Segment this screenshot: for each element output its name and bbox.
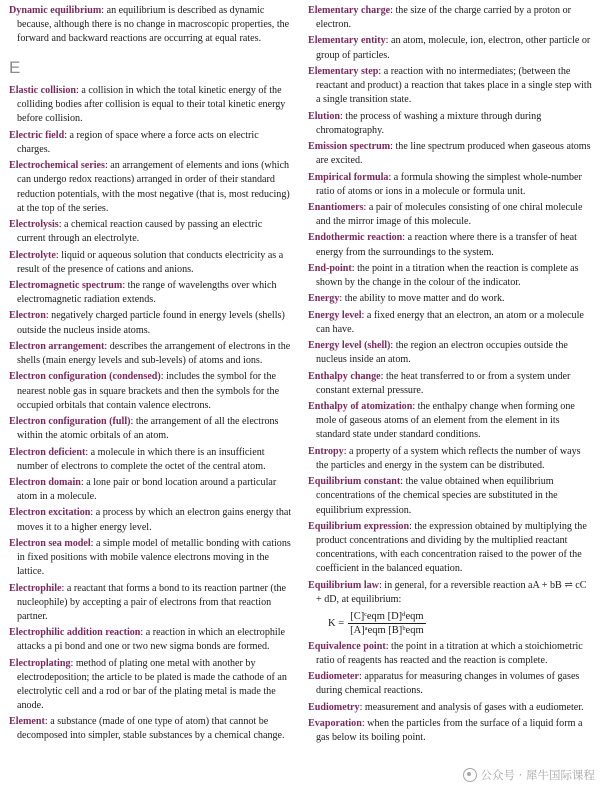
glossary-term: Element [9, 716, 45, 728]
glossary-term: Endothermic reaction [308, 232, 403, 244]
glossary-entry-electrolyte [9, 249, 292, 277]
formula-denominator: [A]ᵃeqm [B]ᵇeqm [350, 624, 424, 636]
glossary-term: End-point [308, 262, 352, 274]
glossary-entry-elution [308, 110, 593, 138]
glossary-definition: : a process by which an electron gains energy that moves it to a higher energy level. [17, 507, 292, 533]
glossary-definition: : the range of wavelengths over which electromagnetic radiation extends. [17, 279, 277, 306]
glossary-term: Electrophilic addition reaction [9, 627, 141, 639]
glossary-entry-eudiometry [308, 701, 593, 715]
glossary-term: Electron arrangement [9, 340, 105, 352]
glossary-entry-electromagnetic-spectrum [9, 279, 292, 307]
glossary-entry-electron-domain [9, 476, 292, 504]
glossary-term: Equivalence point [308, 640, 386, 652]
glossary-term: Emission spectrum [308, 141, 391, 153]
glossary-term: Enthalpy of atomization [308, 401, 413, 413]
glossary-entry-electrochemical-series [9, 159, 292, 215]
glossary-entry-electron-deficient [9, 446, 292, 474]
glossary-term: Eudiometer [308, 671, 360, 683]
equilibrium-formula [328, 611, 593, 636]
glossary-entry-electron-configuration-full [9, 415, 292, 443]
watermark-label: 公众号 · 犀牛国际课程 [480, 768, 595, 782]
glossary-entry-electron-arrangement [9, 340, 292, 368]
glossary-term: Enantiomers [308, 202, 364, 213]
glossary-definition: : a chemical reaction caused by passing an electric current through an electrolyte. [17, 219, 263, 245]
glossary-term: Electroplating [9, 657, 71, 669]
glossary-definition: : the value obtained when equilibrium concentrations of the chemical species are substituted in the equilibrium expression. [316, 476, 558, 516]
glossary-definition: : when the particles from the surface of a liquid form a gas below its boiling point. [316, 718, 583, 744]
glossary-entry-energy [308, 292, 593, 306]
glossary-definition: : a reaction where there is a transfer of heat energy from the surroundings to the system. [316, 232, 577, 258]
glossary-entry-electrophilic-addition-reaction [9, 626, 292, 654]
glossary-term: Electrochemical series [9, 160, 105, 172]
glossary-term: Elution [308, 110, 340, 122]
formula-numerator: [C]ᶜeqm [D]ᵈeqm [350, 610, 424, 622]
glossary-entry-electron [9, 309, 292, 337]
glossary-term: Electrolysis [9, 219, 59, 231]
glossary-term: Empirical formula [308, 171, 389, 183]
glossary-entry-electrophile [9, 582, 292, 624]
glossary-entry-equilibrium-law [308, 579, 593, 607]
glossary-entry-equilibrium-constant [308, 475, 593, 517]
glossary-entry-enantiomers [308, 201, 593, 229]
glossary-term: Electron configuration (condensed) [9, 371, 161, 383]
glossary-entry-evaporation [308, 717, 593, 745]
glossary-entry-electrolysis [9, 218, 292, 246]
glossary-definition: : an arrangement of elements and ions (which can undergo redox reactions) arranged in order of their standard reduction potentials, with the most negative (that is, most reducing) at the top of the series. [17, 160, 290, 214]
glossary-term: Entropy [308, 445, 344, 457]
glossary-entry-elastic-collision [9, 84, 292, 126]
glossary-definition: : the enthalpy change when forming one mole of gaseous atoms of an element from the element in its standard state under standard conditions. [316, 401, 575, 441]
glossary-definition: : method of plating one metal with another by electrodeposition; the article to be plated is made the cathode of an electrolytic cell and a rod or bar of the plating metal is made the anode. [17, 657, 287, 711]
glossary-term: Electron sea model [9, 537, 91, 549]
glossary-term: Elastic collision [9, 85, 77, 97]
glossary-term: Energy level (shell) [308, 340, 391, 352]
glossary-term: Enthalpy change [308, 370, 381, 382]
glossary-definition: : a pair of molecules consisting of one chiral molecule and the mirror image of this molecule. [316, 202, 583, 228]
glossary-entry-end-point [308, 262, 593, 290]
glossary-definition: : a property of a system which reflects the number of ways the particles and energy in the system can be distributed. [316, 445, 581, 471]
formula-fraction [348, 611, 425, 636]
glossary-entry-electroplating [9, 657, 292, 713]
glossary-definition: : an atom, molecule, ion, electron, other particle or group of particles. [316, 35, 591, 61]
glossary-entry-emission-spectrum [308, 140, 593, 168]
glossary-definition: : a substance (made of one type of atom) that cannot be decomposed into simpler, stable substances by a chemical change. [17, 716, 285, 742]
formula-lhs: K = [328, 617, 345, 629]
glossary-definition: : a fixed energy that an electron, an atom or a molecule can have. [316, 309, 584, 335]
glossary-term: Energy level [308, 309, 362, 321]
glossary-definition: : negatively charged particle found in energy levels (shells) outside the nucleus inside atoms. [17, 310, 285, 336]
glossary-term: Electron deficient [9, 446, 86, 458]
glossary-definition: : the ability to move matter and do work. [339, 293, 505, 305]
glossary-definition: : the process of washing a mixture through during chromatography. [316, 110, 542, 136]
glossary-entry-energy-level [308, 309, 593, 337]
glossary-entry-electron-excitation [9, 506, 292, 534]
glossary-term: Energy [308, 293, 340, 305]
glossary-definition: : a simple model of metallic bonding with cations in fixed positions with mobile valence electrons moving in the lattice. [17, 537, 291, 578]
glossary-entry-elementary-charge [308, 4, 593, 32]
glossary-entry-element [9, 715, 292, 743]
glossary-entry-enthalpy-of-atomization [308, 400, 593, 442]
glossary-term: Eudiometry [308, 701, 360, 713]
glossary-term: Elementary charge [308, 5, 391, 16]
glossary-definition: : the heat transferred to or from a system under constant external pressure. [316, 370, 571, 396]
glossary-definition: : the line spectrum produced when gaseous atoms are excited. [316, 141, 591, 167]
glossary-definition: : the region an electron occupies outside the nucleus inside an atom. [316, 340, 568, 366]
glossary-entry-endothermic-reaction [308, 231, 593, 259]
glossary-definition: : describes the arrangement of electrons in the shells (main energy levels and sub-levels) of atoms and ions. [17, 340, 291, 367]
glossary-right-column [308, 4, 593, 748]
glossary-definition: : in general, for a reversible reaction aA + bB ⇌ cC + dD, at equilibrium: [316, 579, 587, 605]
glossary-entry-electron-sea-model [9, 537, 292, 579]
glossary-term: Equilibrium constant [308, 476, 401, 488]
glossary-entry-elementary-step [308, 65, 593, 107]
glossary-entry-eudiometer [308, 670, 593, 698]
glossary-entry-electric-field [9, 129, 292, 157]
glossary-entry-equilibrium-expression [308, 520, 593, 576]
glossary-term: Electron domain [9, 476, 81, 488]
glossary-term: Electron excitation [9, 507, 91, 519]
glossary-definition: : the point in a titration at which a stoichiometric ratio of reagents has reacted and the reaction is complete. [316, 640, 583, 666]
glossary-term: Electric field [9, 129, 65, 141]
glossary-definition: : the arrangement of all the electrons within the atomic orbitals of an atom. [17, 416, 279, 442]
glossary-left-column [9, 4, 292, 746]
glossary-definition: : a region of space where a force acts on electric charges. [17, 129, 259, 155]
glossary-definition: : includes the symbol for the nearest noble gas in square brackets and then the symbols for the occupied orbitals that contain valence electrons. [17, 371, 280, 411]
glossary-definition: : a molecule in which there is an insufficient number of electrons to complete the octet of the central atom. [17, 446, 266, 472]
glossary-entry-enthalpy-change [308, 370, 593, 398]
glossary-term: Electrolyte [9, 249, 56, 261]
glossary-entry-elementary-entity [308, 34, 593, 62]
wechat-icon [463, 768, 477, 782]
glossary-definition: : the size of the charge carried by a proton or electron. [316, 5, 572, 31]
glossary-term: Evaporation [308, 718, 362, 730]
glossary-definition: : a formula showing the simplest whole-number ratio of atoms or ions in a molecule or formula unit. [316, 171, 582, 197]
glossary-entry-energy-level-shell [308, 339, 593, 367]
glossary-term: Equilibrium law [308, 579, 379, 591]
glossary-definition: : apparatus for measuring changes in volumes of gases during chemical reactions. [316, 671, 580, 697]
glossary-definition: : the expression obtained by multiplying the product concentrations and dividing by the multiplied reactant concentrations, with each concentration raised to the power of the coefficient in the balanced equation. [316, 520, 587, 575]
glossary-definition: : a collision in which the total kinetic energy of the colliding bodies after collision is equal to their total kinetic energy before collision. [17, 85, 286, 125]
glossary-entry-empirical-formula [308, 171, 593, 199]
glossary-term: Electrophile [9, 582, 62, 594]
glossary-term: Dynamic equilibrium [9, 5, 102, 16]
glossary-term: Elementary entity [308, 35, 386, 47]
glossary-definition: : liquid or aqueous solution that conducts electricity as a result of the presence of cations and anions. [17, 249, 284, 275]
glossary-entry-electron-configuration-condensed [9, 370, 292, 412]
glossary-entry-entropy [308, 445, 593, 473]
watermark [463, 767, 595, 783]
glossary-term: Electron [9, 310, 46, 322]
section-letter: E [9, 58, 21, 78]
glossary-definition: : an equilibrium is described as dynamic because, although there is no change in macroscopic properties, the forward and backward reactions are occurring at equal rates. [17, 5, 290, 45]
glossary-entry-dynamic-equilibrium [9, 4, 292, 46]
glossary-definition: : a reaction in which an electrophile attacks a pi bond and one or two new sigma bonds are formed. [17, 627, 286, 653]
glossary-term: Electromagnetic spectrum [9, 279, 123, 291]
glossary-definition: : a reactant that forms a bond to its reaction partner (the nucleophile) by accepting a pair of electrons from that reaction partner. [17, 582, 287, 622]
glossary-definition: : the point in a titration when the reaction is complete as shown by the change in the colour of the indicator. [316, 262, 579, 289]
glossary-definition: : a lone pair or bond location around a particular atom in a molecule. [17, 476, 277, 503]
glossary-term: Electron configuration (full) [9, 416, 131, 428]
glossary-term: Equilibrium expression [308, 520, 410, 532]
glossary-term: Elementary step [308, 65, 379, 77]
glossary-definition: : a reaction with no intermediates; (between the reactant and product) a reaction that takes place in a single step with a single transition state. [316, 65, 592, 106]
glossary-definition: : measurement and analysis of gases with a eudiometer. [359, 701, 584, 713]
glossary-entry-equivalence-point [308, 640, 593, 668]
